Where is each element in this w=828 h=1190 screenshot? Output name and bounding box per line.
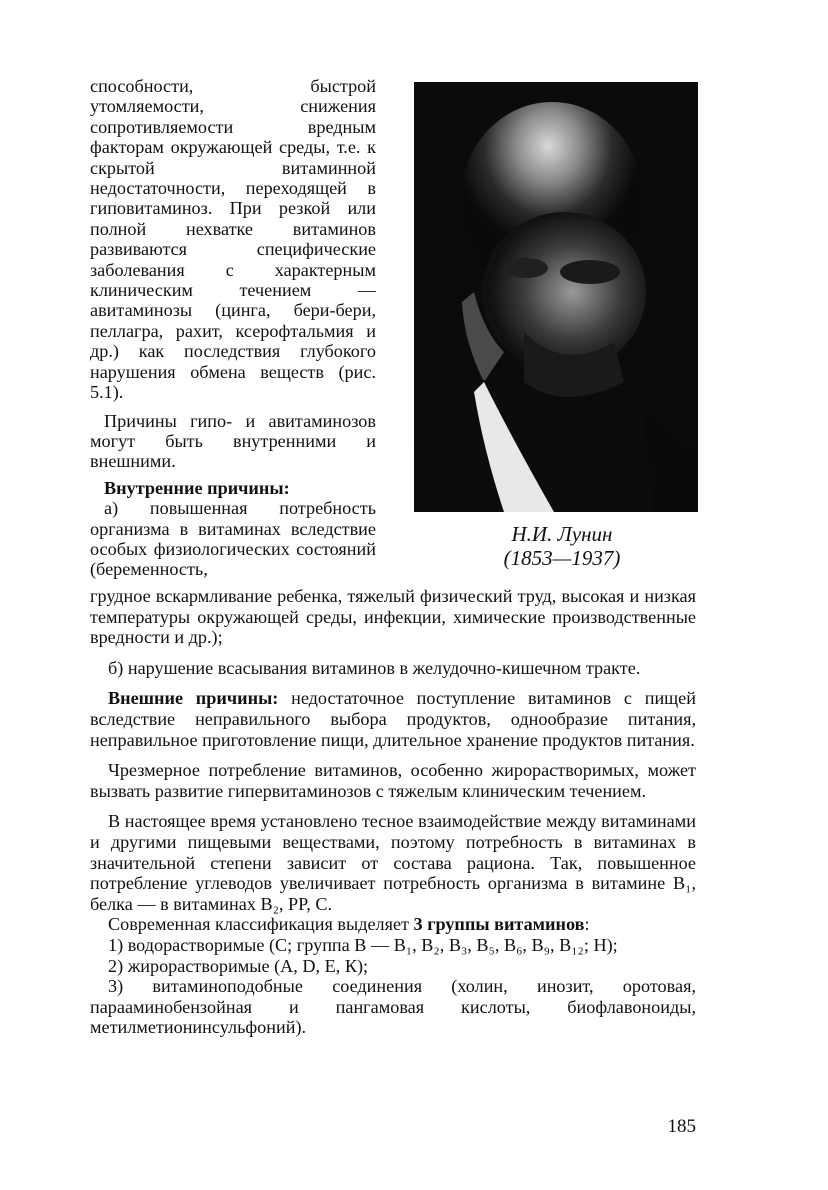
external-causes-paragraph [90,688,696,750]
classification-intro: Современная классификация выделяет [108,914,414,935]
paragraph-deficiency: способности, быстрой утомляемости, снижения сопротивляемости вредным факторам окружающей среды, т.е. к скрытой витаминной недостаточности, переходящей в гиповитаминоз. При резкой или полной нехватке витаминов развиваются специфические заболевания с характерным клиническим течением — авитаминозы (цинга, бери-бери, пеллагра, рахит, ксерофтальмия и др.) как последствия глубокого нарушения обмена веществ (рис. 5.1). [90,76,376,403]
external-causes-label: Внешние причины: [108,688,279,709]
group-vitamin-like: 3) витаминоподобные соединения (холин, инозит, оротовая, парааминобензойная и пангамовая кислоты, биофлавоноиды, метилметионинсульфоний). [90,976,696,1038]
internal-cause-a-start: а) повышенная потребность организма в витаминах вследствие особых физиологических состояний (беременность, [90,498,376,580]
paragraph-causes: Причины гипо- и авитаминозов могут быть внутренними и внешними. [90,410,376,472]
classification-colon: : [584,914,590,935]
portrait-image [414,82,698,512]
left-text-column [90,76,376,580]
classification-groups: 3 группы витаминов [413,914,585,935]
portrait-caption [462,522,662,570]
internal-cause-b: б) нарушение всасывания витаминов в желудочно-кишечном тракте. [108,657,641,678]
caption-years: (1853—1937) [503,546,621,570]
external-causes-text: недостаточное поступление витаминов с пищей вследствие неправильного выбора продуктов, однообразие питания, неправильное приготовление пищи, длительное хранение продуктов питания. [90,688,696,750]
page-number: 185 [667,1116,696,1137]
caption-name: Н.И. Лунин [511,522,613,546]
interaction-paragraph: В настоящее время установлено тесное взаимодействие между витаминами и другими пищевыми веществами, поэтому потребность в витаминах в значительной степени зависит от состава рациона. Так, повышенное потребление углеводов увеличивает потребность организма в витамине B₁, белка — в витаминах B₂, PP, C. [90,811,696,914]
group-water-soluble: 1) водорастворимые (С; группа В — B₁, B₂, B₃, B₅, B₆, B₉, B₁₂; Н); [108,934,618,955]
internal-causes-heading: Внутренние причины: [104,477,290,498]
classification-paragraph [90,914,696,935]
full-width-text [90,586,696,1038]
hypervitaminosis-paragraph: Чрезмерное потребление витаминов, особенно жирорастворимых, может вызвать развитие гипервитаминозов с тяжелым клиническим течением. [90,760,696,801]
portrait-photo [414,82,698,512]
internal-cause-a-continued: грудное вскармливание ребенка, тяжелый физический труд, высокая и низкая температуры окружающей среды, инфекции, химические производственные вредности и др.); [90,586,696,648]
group-fat-soluble: 2) жирорастворимые (А, D, Е, К); [108,955,369,976]
